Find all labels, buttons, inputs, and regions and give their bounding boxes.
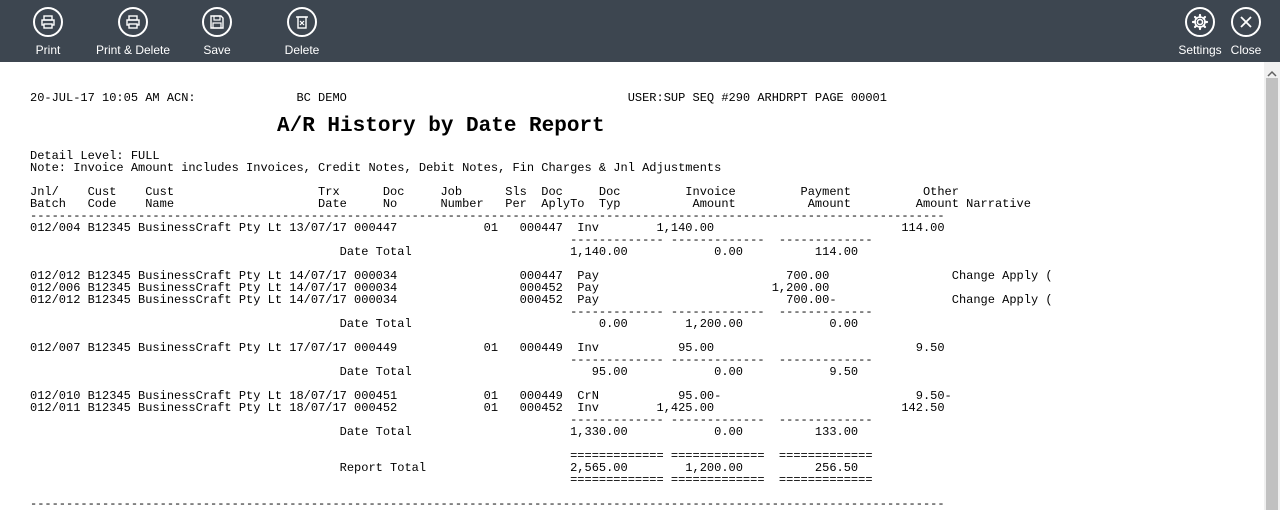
settings-label: Settings: [1178, 43, 1222, 57]
report-title: A/R History by Date Report: [277, 115, 605, 138]
report-note: Note: Invoice Amount includes Invoices, Credit Notes, Debit Notes, Fin Charges & Jnl Adjustments: [30, 161, 722, 175]
report-row: ------------- ------------- -------------: [30, 233, 873, 247]
report-row: Report Total 2,565.00 1,200.00 256.50: [30, 461, 859, 475]
report-row: -------------------------------------------------------------------------------------------------------------------------------: [30, 497, 945, 510]
report-row: ============= ============= =============: [30, 473, 873, 487]
report-row: 012/006 B12345 BusinessCraft Pty Lt 14/07/17 000034 000452 Pay 1,200.00: [30, 281, 830, 295]
vertical-scrollbar[interactable]: [1264, 62, 1280, 510]
column-header-row-1: Jnl/ Cust Cust Trx Doc Job Sls Doc Doc Invoice Payment Other: [30, 185, 959, 199]
report-row: 012/012 B12345 BusinessCraft Pty Lt 14/07/17 000034 000447 Pay 700.00 Change Apply (: [30, 269, 1053, 283]
close-icon: [1231, 7, 1261, 37]
report-row: Date Total 1,330.00 0.00 133.00: [30, 425, 859, 439]
delete-button[interactable]: [278, 0, 326, 62]
report-row: Date Total 0.00 1,200.00 0.00: [30, 317, 859, 331]
trash-icon: [287, 7, 317, 37]
report-row: 012/012 B12345 BusinessCraft Pty Lt 14/07/17 000034 000452 Pay 700.00- Change Apply (: [30, 293, 1053, 307]
report-row: 012/004 B12345 BusinessCraft Pty Lt 13/07/17 000447 01 000447 Inv 1,140.00 114.00: [30, 221, 945, 235]
scroll-up-arrow-icon[interactable]: [1267, 66, 1277, 76]
scroll-thumb[interactable]: [1266, 78, 1278, 510]
save-button[interactable]: [193, 0, 241, 62]
floppy-disk-icon: [202, 7, 232, 37]
report-row: 012/010 B12345 BusinessCraft Pty Lt 18/07/17 000451 01 000449 CrN 95.00- 9.50-: [30, 389, 952, 403]
print-delete-button[interactable]: [93, 0, 173, 62]
print-label: Print: [35, 43, 61, 57]
report-row: Date Total 1,140.00 0.00 114.00: [30, 245, 859, 259]
report-row: ------------- ------------- -------------: [30, 413, 873, 427]
header-rule: -------------------------------------------------------------------------------------------------------------------------------: [30, 209, 945, 223]
printer-icon: [33, 7, 63, 37]
print-delete-label: Print & Delete: [95, 43, 171, 57]
delete-label: Delete: [284, 43, 320, 57]
column-header-row-2: Batch Code Name Date No Number Per AplyTo Typ Amount Amount Amount Narrative: [30, 197, 1031, 211]
printer-icon: [118, 7, 148, 37]
close-button[interactable]: [1222, 0, 1270, 62]
report-viewer: [0, 62, 1264, 510]
settings-button[interactable]: [1176, 0, 1224, 62]
report-row: ------------- ------------- -------------: [30, 305, 873, 319]
report-row: ------------- ------------- -------------: [30, 353, 873, 367]
report-row: Date Total 95.00 0.00 9.50: [30, 365, 859, 379]
print-button[interactable]: [24, 0, 72, 62]
report-row: ============= ============= =============: [30, 449, 873, 463]
gear-icon: [1185, 7, 1215, 37]
detail-level: Detail Level: FULL: [30, 149, 160, 163]
save-label: Save: [203, 43, 231, 57]
report-header-line: 20-JUL-17 10:05 AM ACN: BC DEMO USER:SUP SEQ #290 ARHDRPT PAGE 00001: [30, 91, 887, 105]
toolbar: [0, 0, 1280, 62]
report-row: 012/011 B12345 BusinessCraft Pty Lt 18/07/17 000452 01 000452 Inv 1,425.00 142.50: [30, 401, 945, 415]
report-row: 012/007 B12345 BusinessCraft Pty Lt 17/07/17 000449 01 000449 Inv 95.00 9.50: [30, 341, 945, 355]
close-label: Close: [1230, 43, 1262, 57]
